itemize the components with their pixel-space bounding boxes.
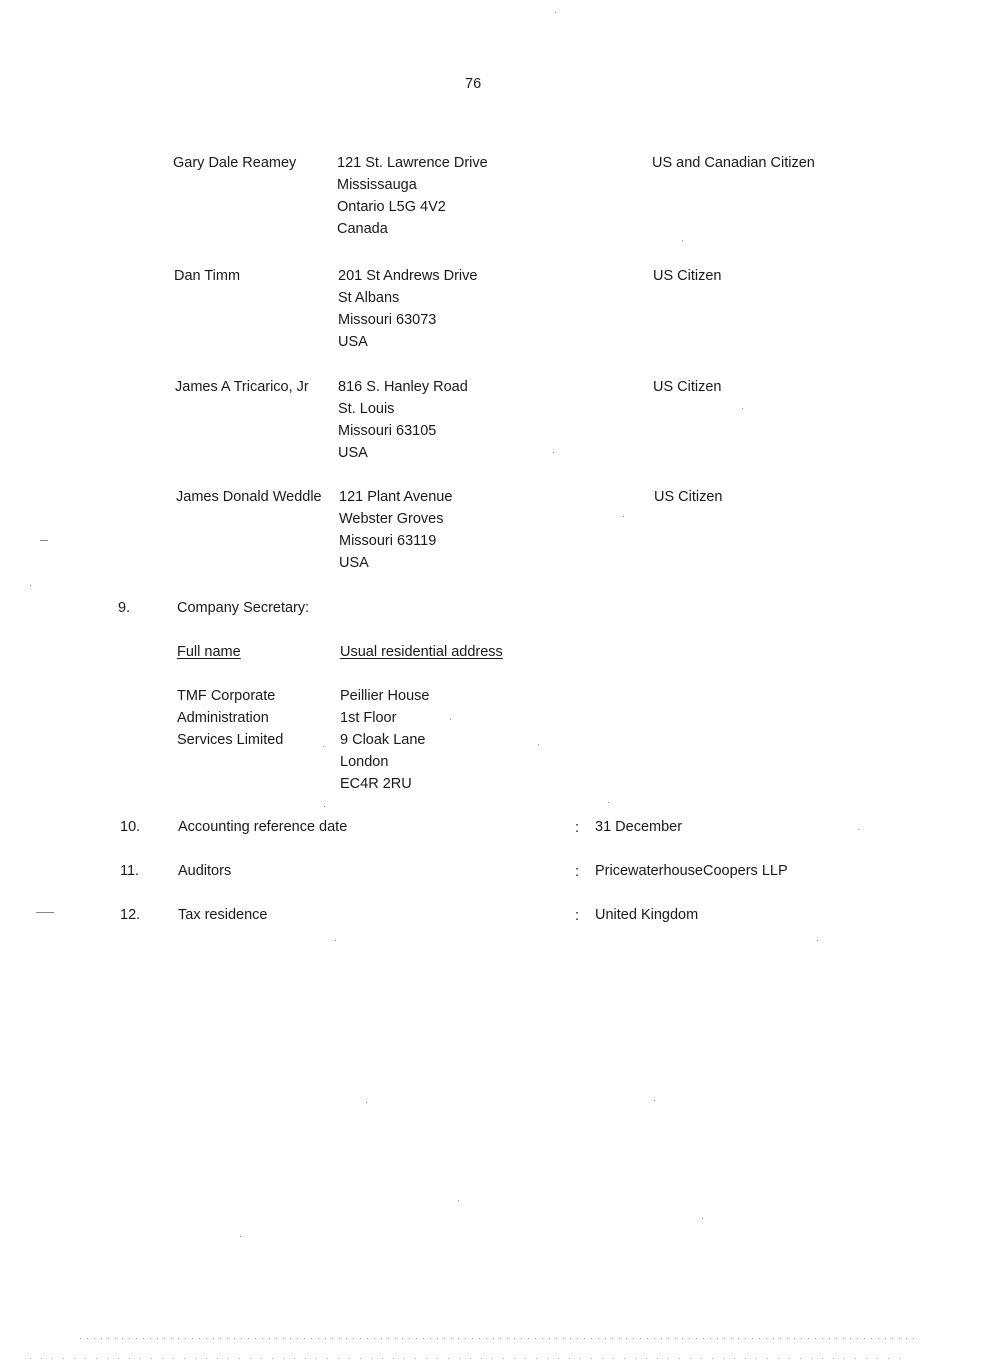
name-line: Administration	[177, 710, 269, 726]
scan-speck-row	[30, 1358, 910, 1359]
address-line: USA	[338, 445, 368, 461]
scan-speck	[702, 1218, 703, 1219]
page-number: 76	[465, 76, 482, 92]
scan-speck	[555, 12, 556, 13]
scan-speck	[817, 940, 818, 941]
scan-speck	[36, 912, 54, 913]
director-address	[338, 376, 468, 464]
item-value: 31 December	[595, 819, 683, 835]
address-line: Ontario L5G 4V2	[337, 199, 446, 215]
address-line: 816 S. Hanley Road	[338, 379, 468, 395]
section-number: 9.	[118, 600, 131, 616]
address-line: St Albans	[338, 290, 400, 306]
scan-speck	[553, 452, 554, 453]
item-number: 11.	[120, 863, 140, 879]
scan-speck-row	[80, 1338, 920, 1339]
item-label: Accounting reference date	[178, 819, 348, 835]
address-line: USA	[338, 334, 368, 350]
item-label: Auditors	[178, 863, 232, 879]
director-name: Dan Timm	[174, 268, 241, 284]
scan-speck	[450, 719, 451, 720]
address-line: London	[340, 754, 389, 770]
scan-speck	[335, 940, 336, 941]
scan-speck	[623, 516, 624, 517]
address-line: St. Louis	[338, 401, 395, 417]
address-line: EC4R 2RU	[340, 776, 412, 792]
director-nationality: US Citizen	[654, 489, 723, 505]
address-line: 121 Plant Avenue	[339, 489, 453, 505]
scan-speck	[324, 806, 325, 807]
item-colon: :	[575, 864, 580, 880]
address-line: Missouri 63119	[339, 533, 437, 549]
address-line: Missouri 63105	[338, 423, 437, 439]
secretary-name	[177, 685, 283, 751]
director-nationality: US Citizen	[653, 379, 722, 395]
address-line: Webster Groves	[339, 511, 444, 527]
scan-speck	[858, 829, 859, 830]
scan-speck	[742, 408, 743, 409]
director-nationality: US Citizen	[653, 268, 722, 284]
director-nationality: US and Canadian Citizen	[652, 155, 815, 171]
scan-speck	[608, 802, 609, 803]
scan-speck	[40, 540, 48, 541]
scan-speck	[538, 744, 539, 745]
scan-speck	[458, 1200, 459, 1201]
address-line: Mississauga	[337, 177, 417, 193]
scan-speck	[30, 585, 31, 586]
scan-speck	[366, 1102, 367, 1103]
scan-speck	[682, 240, 683, 241]
address-line: Peillier House	[340, 688, 430, 704]
director-name: James Donald Weddle	[176, 489, 322, 505]
address-line: USA	[339, 555, 369, 571]
scan-speck	[240, 1236, 241, 1237]
address-line: Missouri 63073	[338, 312, 437, 328]
column-header-address: Usual residential address	[340, 644, 503, 660]
address-line: 121 St. Lawrence Drive	[337, 155, 488, 171]
director-name: Gary Dale Reamey	[173, 155, 297, 171]
director-address	[338, 265, 477, 353]
address-line: 201 St Andrews Drive	[338, 268, 478, 284]
item-value: PricewaterhouseCoopers LLP	[595, 863, 788, 879]
item-label: Tax residence	[178, 907, 268, 923]
column-header-full-name: Full name	[177, 644, 241, 660]
item-value: United Kingdom	[595, 907, 699, 923]
item-number: 10.	[120, 819, 141, 835]
name-line: TMF Corporate	[177, 688, 276, 704]
scan-speck	[654, 1100, 655, 1101]
scan-speck	[323, 746, 324, 747]
address-line: 9 Cloak Lane	[340, 732, 426, 748]
director-address	[339, 486, 452, 574]
section-title: Company Secretary:	[177, 600, 310, 616]
item-colon: :	[575, 820, 580, 836]
director-name: James A Tricarico, Jr	[175, 379, 309, 395]
item-number: 12.	[120, 907, 141, 923]
address-line: Canada	[337, 221, 388, 237]
director-address	[337, 152, 488, 240]
address-line: 1st Floor	[340, 710, 397, 726]
secretary-address	[340, 685, 429, 795]
item-colon: :	[575, 908, 580, 924]
name-line: Services Limited	[177, 732, 284, 748]
